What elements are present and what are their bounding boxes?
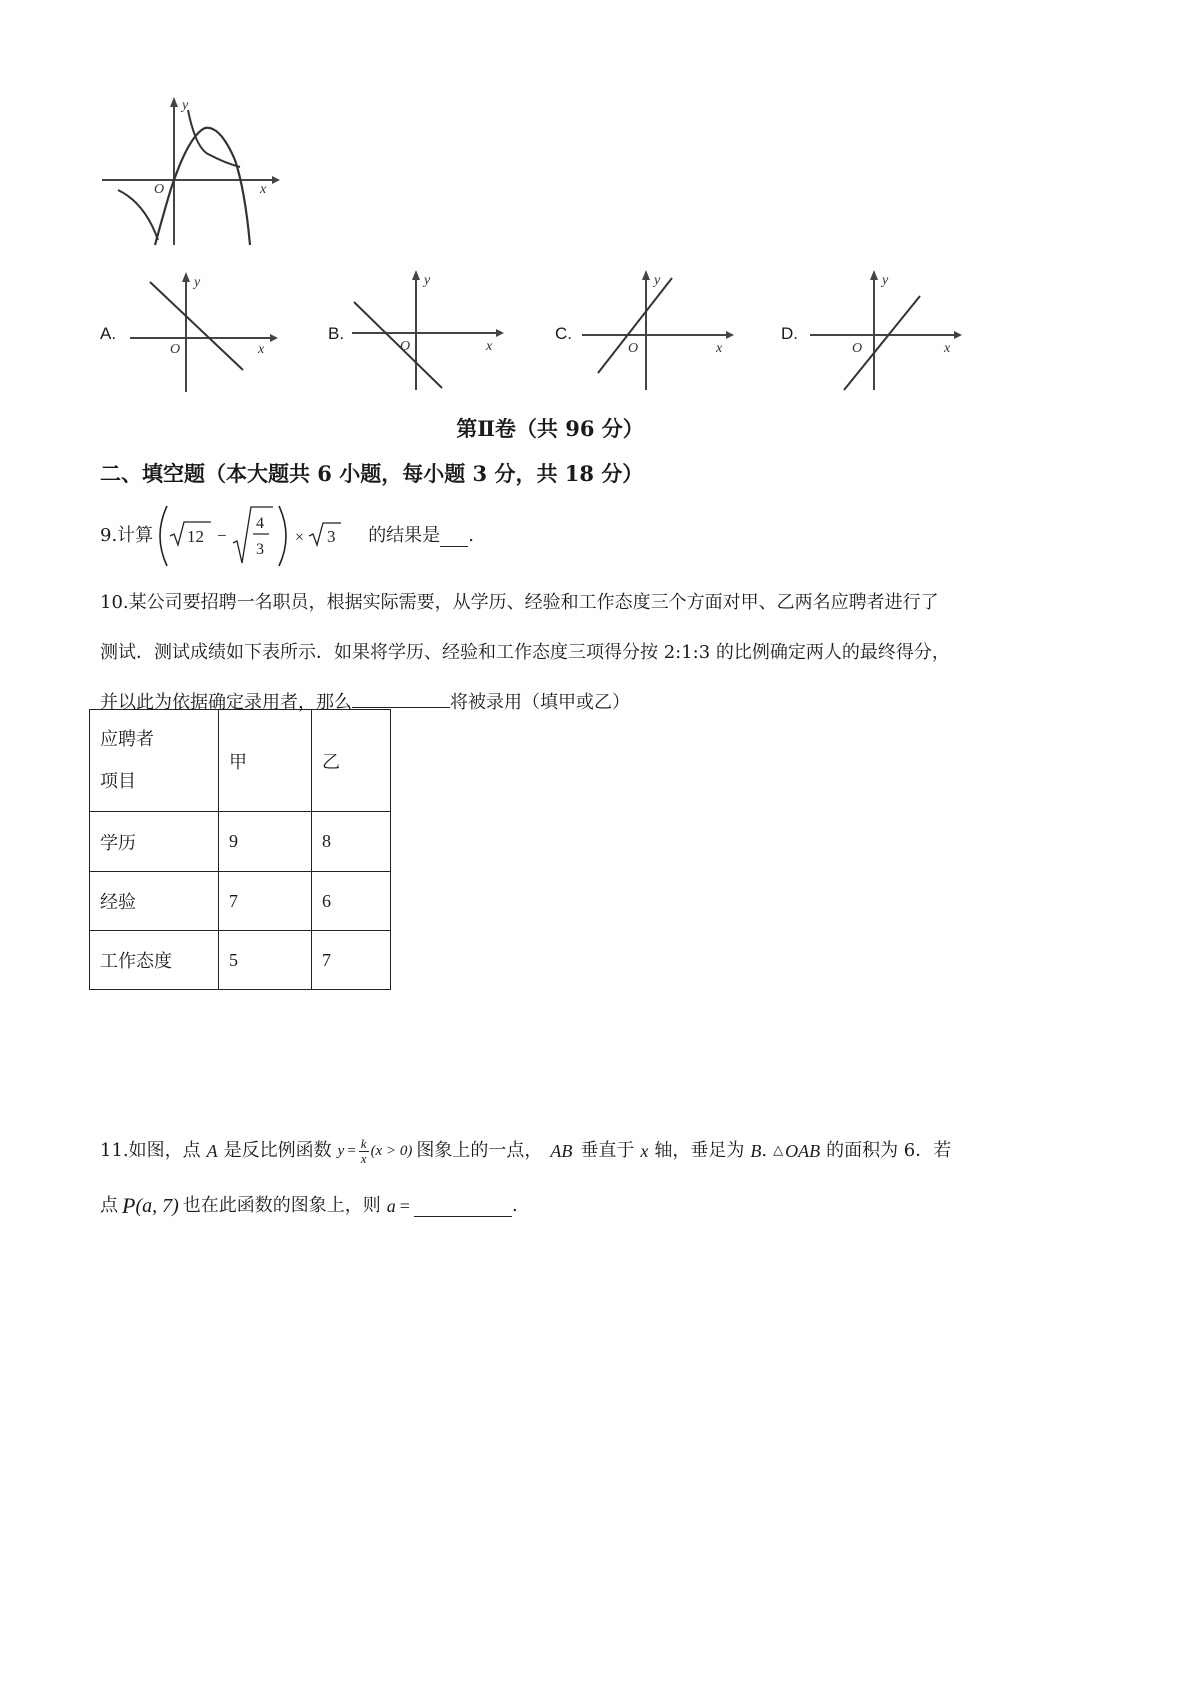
- option-b-graph[interactable]: [350, 268, 505, 393]
- svg-text:x: x: [716, 341, 723, 356]
- option-c-graph[interactable]: [580, 268, 735, 393]
- option-c-label[interactable]: C.: [555, 324, 572, 343]
- table-row: 工作态度 5 7: [90, 931, 391, 990]
- q10-line-1: 10.某公司要招聘一名职员，根据实际需要，从学历、经验和工作态度三个方面对甲、乙两名应聘者进行了: [100, 592, 939, 613]
- q9num: 4: [256, 515, 265, 532]
- option-c-line: [598, 278, 672, 373]
- y-axis-label: y: [182, 98, 189, 113]
- main-function-graph: [100, 95, 280, 255]
- option-a-graph[interactable]: [128, 270, 278, 395]
- option-a-label[interactable]: A.: [100, 324, 117, 343]
- q9-end: .: [468, 525, 474, 546]
- question-10: [100, 578, 1100, 728]
- section-title: 二、填空题（本大题共 6 小题，每小题 3 分，共 18 分）: [100, 461, 644, 486]
- svg-text:y: y: [424, 273, 431, 288]
- table-header-jia: 甲: [219, 710, 312, 812]
- q9times: ×: [295, 529, 305, 546]
- q10-line-3: 并以此为依据确定录用者，那么 将被录用（填甲或乙）: [100, 678, 1100, 728]
- q11-line-2: 点 P (a, 7) 也在此函数的图象上，则 a = .: [100, 1193, 518, 1218]
- hyperbola-left-branch: [118, 190, 158, 240]
- option-b-line: [354, 302, 442, 388]
- part-title: 第Ⅱ卷（共 96 分）: [456, 416, 644, 441]
- q9den: 3: [256, 541, 265, 558]
- q9-expression: [155, 503, 360, 569]
- q10-line-2: 测试．测试成绩如下表所示．如果将学历、经验和工作态度三项得分按 2:1:3 的比例确定两人的最终得分，: [100, 642, 950, 663]
- svg-text:x: x: [258, 342, 265, 357]
- q9-answer-blank[interactable]: [440, 526, 468, 547]
- svg-text:O: O: [852, 341, 863, 356]
- svg-text:x: x: [486, 339, 493, 354]
- table-header-yi: 乙: [312, 710, 391, 812]
- y-axis-arrow: [170, 97, 178, 107]
- score-table: [89, 709, 391, 990]
- q9r1: 12: [187, 527, 205, 546]
- q10-answer-blank[interactable]: [352, 687, 450, 708]
- table-row: 经验 7 6: [90, 872, 391, 931]
- q9-suffix: 的结果是: [368, 525, 441, 546]
- svg-text:y: y: [194, 275, 201, 290]
- x-axis-label: x: [260, 182, 267, 197]
- question-9: [100, 503, 474, 569]
- option-b-label[interactable]: B.: [328, 324, 345, 343]
- q9minus: −: [217, 526, 227, 545]
- origin-label: O: [154, 182, 165, 197]
- x-axis-arrow: [272, 176, 280, 184]
- svg-text:y: y: [654, 273, 661, 288]
- svg-text:x: x: [944, 341, 951, 356]
- svg-text:y: y: [882, 273, 889, 288]
- hyperbola-right-branch: [188, 110, 240, 167]
- svg-text:O: O: [170, 342, 181, 357]
- q11-answer-blank[interactable]: [414, 1196, 512, 1217]
- q11-line-1: 11.如图，点 A 是反比例函数 y = $\frac{k}{x}$ (x > 0) 图象上的一点， AB 垂直于 x 轴，垂足为 B . △ OAB 的面积为 6．若: [100, 1125, 1100, 1177]
- question-11: [100, 1125, 1100, 1235]
- option-d-label[interactable]: D.: [781, 324, 798, 343]
- triangle-icon: △: [773, 1143, 784, 1158]
- table-row: 学历 9 8: [90, 812, 391, 872]
- svg-text:O: O: [400, 339, 411, 354]
- q11-fraction: $\frac{k}{x}$: [360, 1135, 367, 1166]
- option-d-graph[interactable]: [808, 268, 963, 393]
- svg-text:O: O: [628, 341, 639, 356]
- parabola-curve: [155, 128, 250, 245]
- q9-prefix: 9.计算: [100, 525, 154, 546]
- q9r2: 3: [327, 527, 336, 546]
- table-header-corner: 应聘者 项目: [90, 710, 219, 812]
- option-a-line: [150, 282, 243, 370]
